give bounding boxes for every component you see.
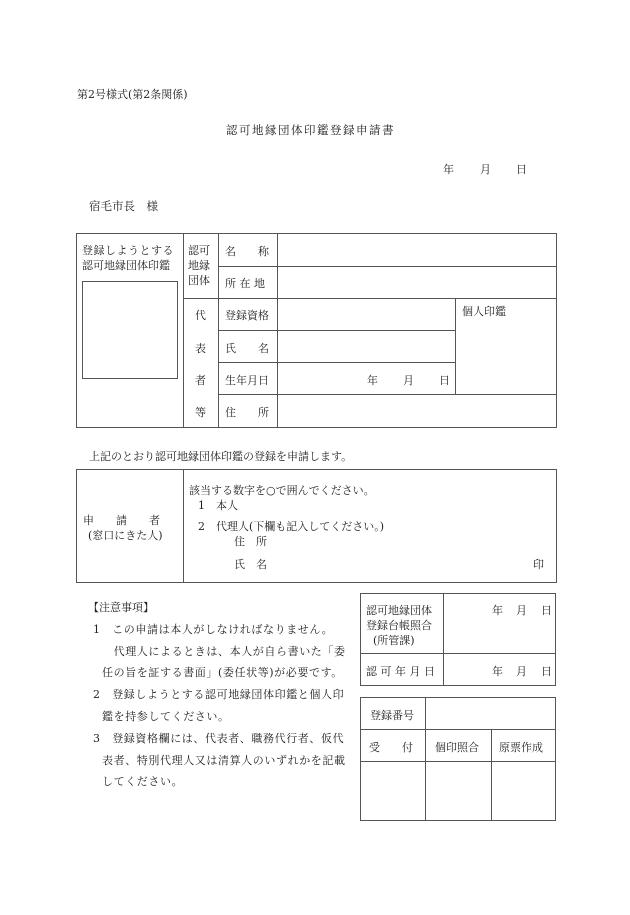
ledger-check-label-1: 認可地縁団体 [366, 604, 432, 617]
note-line: 2 登録しようとする認可地縁団体印鑑と個人印 [93, 688, 345, 701]
seal-label-line1: 登録しようとする [82, 244, 174, 257]
ledger-check-label-2: 登録台帳照合 [366, 619, 432, 632]
rep-label-1: 代 [195, 309, 206, 322]
approval-year-label: 年 [492, 665, 503, 678]
addressee: 宿毛市長 様 [89, 199, 158, 213]
birth-year-label: 年 [367, 374, 378, 387]
group-label-2: 地縁 [188, 259, 210, 272]
ledger-day-label: 日 [541, 604, 552, 617]
note-line: 1 この申請は本人がしなければなりません。 [93, 623, 334, 636]
rep-label-3: 者 [195, 374, 206, 387]
rep-address-field[interactable] [279, 396, 554, 425]
note-line: してください。 [102, 775, 184, 788]
note-line: 代理人によるときは、本人が自ら書いた「委 [102, 645, 346, 658]
birth-date-label: 生年月日 [225, 374, 269, 387]
seal-label-line2: 認可地縁団体印鑑 [82, 259, 170, 272]
date-month-label: 月 [480, 163, 491, 176]
note-line: 3 登録資格欄には、代表者、職務代行者、仮代 [93, 732, 345, 745]
ledger-month-label: 月 [516, 604, 527, 617]
approval-date-label: 認 可 年 月 日 [366, 665, 435, 678]
reg-number-field[interactable] [427, 699, 553, 727]
approval-month-label: 月 [516, 665, 527, 678]
page-title: 認可地縁団体印鑑登録申請書 [226, 123, 395, 137]
ledger-year-label: 年 [492, 604, 503, 617]
birth-date-field[interactable] [279, 364, 453, 392]
proxy-name-field[interactable] [285, 553, 525, 571]
ledger-check-label-3: (所管課) [373, 634, 415, 647]
applicant-instruction: 該当する数字を○で囲んでください。 [189, 484, 375, 497]
group-name-label: 名 称 [225, 245, 269, 258]
rep-name-label: 氏 名 [225, 342, 269, 355]
date-year-label: 年 [443, 163, 454, 176]
personal-seal-box[interactable] [457, 318, 554, 392]
note-line: 鑑を持参してください。 [102, 710, 230, 723]
record-creation-label: 原票作成 [499, 741, 543, 754]
proxy-address-label: 住 所 [234, 535, 267, 548]
group-label-1: 認可 [188, 244, 210, 257]
rep-label-4: 等 [195, 406, 206, 419]
reg-number-label: 登録番号 [370, 709, 414, 722]
declaration-text: 上記のとおり認可地縁団体印鑑の登録を申請します。 [89, 450, 353, 463]
record-creation-stamp-cell[interactable] [493, 763, 554, 819]
group-address-field[interactable] [279, 268, 554, 296]
rep-name-field[interactable] [279, 332, 453, 360]
applicant-label: 申 請 者 [83, 514, 160, 527]
approval-day-label: 日 [541, 665, 552, 678]
applicant-sublabel: (窓口にきた人) [88, 529, 163, 542]
group-name-field[interactable] [279, 235, 554, 264]
birth-month-label: 月 [403, 374, 414, 387]
birth-day-label: 日 [439, 374, 450, 387]
note-line: 表者、特別代理人又は清算人のいずれかを記載 [102, 754, 346, 767]
rep-address-label: 住 所 [225, 406, 269, 419]
personal-seal-label: 個人印鑑 [462, 305, 506, 318]
reception-stamp-cell[interactable] [362, 763, 424, 819]
option-self[interactable]: 1 本人 [198, 499, 238, 512]
qualification-label: 登録資格 [225, 309, 269, 322]
qualification-field[interactable] [279, 300, 453, 328]
notes-heading: 【注意事項】 [88, 601, 154, 614]
form-number: 第2号様式(第2条関係) [77, 88, 188, 101]
seal-mark: 印 [533, 558, 544, 571]
group-label-3: 団体 [188, 274, 210, 287]
date-day-label: 日 [516, 163, 527, 176]
option-proxy[interactable]: 2 代理人(下欄も記入してください。) [198, 520, 385, 533]
proxy-name-label: 氏 名 [234, 558, 267, 571]
seal-check-stamp-cell[interactable] [427, 763, 490, 819]
reception-label: 受 付 [369, 741, 413, 754]
group-address-label: 所 在 地 [225, 277, 265, 290]
rep-label-2: 表 [195, 342, 206, 355]
seal-check-label: 個印照合 [435, 741, 479, 754]
note-line: 任の旨を証する書面」(委任状等)が必要です。 [102, 666, 343, 679]
group-seal-box[interactable] [82, 281, 178, 379]
proxy-address-field[interactable] [285, 531, 535, 549]
